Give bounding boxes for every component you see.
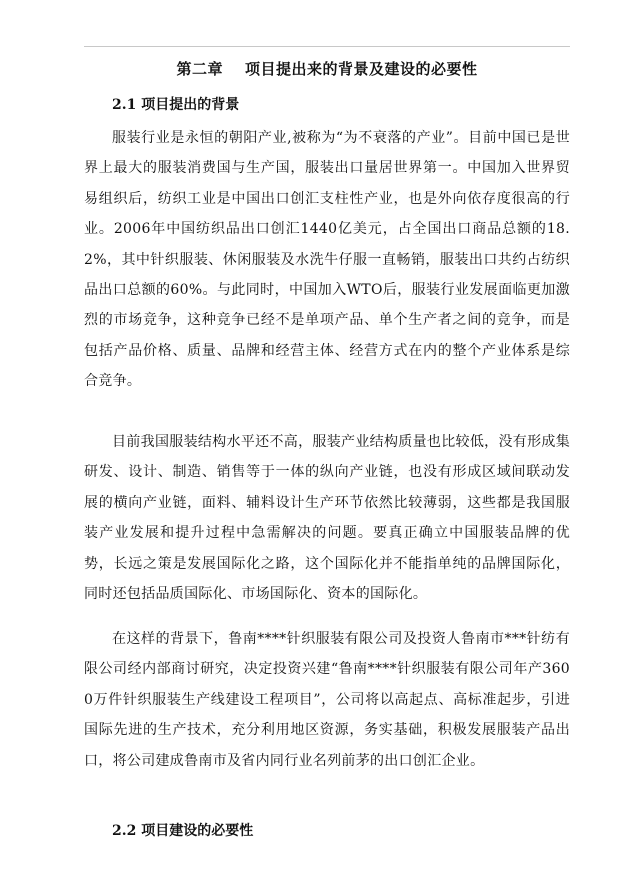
- section-heading-2-2: 2.2 项目建设的必要性: [112, 823, 254, 839]
- section-heading-2-1: 2.1 项目提出的背景: [112, 97, 240, 113]
- chapter-number: 第二章: [176, 60, 223, 78]
- header-divider: [84, 46, 570, 47]
- body-paragraph: 服装行业是永恒的朝阳产业,被称为“为不衰落的产业”。目前中国已是世界上最大的服装消费国与生产国，服装出口量居世界第一。中国加入世界贸易组织后，纺织工业是中国出口创汇支柱性产业，也是外向依存度很高的行业。2006年中国纺织品出口创汇1440亿美元，占全国出口商品总额的18.2%，其中针织服装、休闲服装及水洗牛仔服一直畅销，服装出口共约占纺织品出口总额的60%。与此同时，中国加入WTO后，服装行业发展面临更加激烈的市场竞争，这种竞争已经不是单项产品、单个生产者之间的竞争，而是包括产品价格、质量、品牌和经营主体、经营方式在内的整个产业体系是综合竞争。: [84, 130, 570, 390]
- chapter-title-text: 项目提出来的背景及建设的必要性: [245, 60, 478, 78]
- chapter-title: [84, 58, 570, 79]
- body-paragraph: 目前我国服装结构水平还不高，服装产业结构质量也比较低，没有形成集研发、设计、制造、销售等于一体的纵向产业链，也没有形成区域间联动发展的横向产业链，面料、辅料设计生产环节依然比较薄弱，这些都是我国服装产业发展和提升过程中急需解决的问题。要真正确立中国服装品牌的优势，长远之策是发展国际化之路，这个国际化并不能指单纯的品牌国际化，同时还包括品质国际化、市场国际化、资本的国际化。: [84, 434, 570, 603]
- body-paragraph: 在这样的背景下，鲁南****针织服装有限公司及投资人鲁南市***针纺有限公司经内部商讨研究，决定投资兴建“鲁南****针织服装有限公司年产3600万件针织服装生产线建设工程项目”，公司将以高起点、高标准起步，引进国际先进的生产技术，充分利用地区资源，务实基础，积极发展服装产品出口，将公司建成鲁南市及省内同行业名列前茅的出口创汇企业。: [84, 631, 570, 769]
